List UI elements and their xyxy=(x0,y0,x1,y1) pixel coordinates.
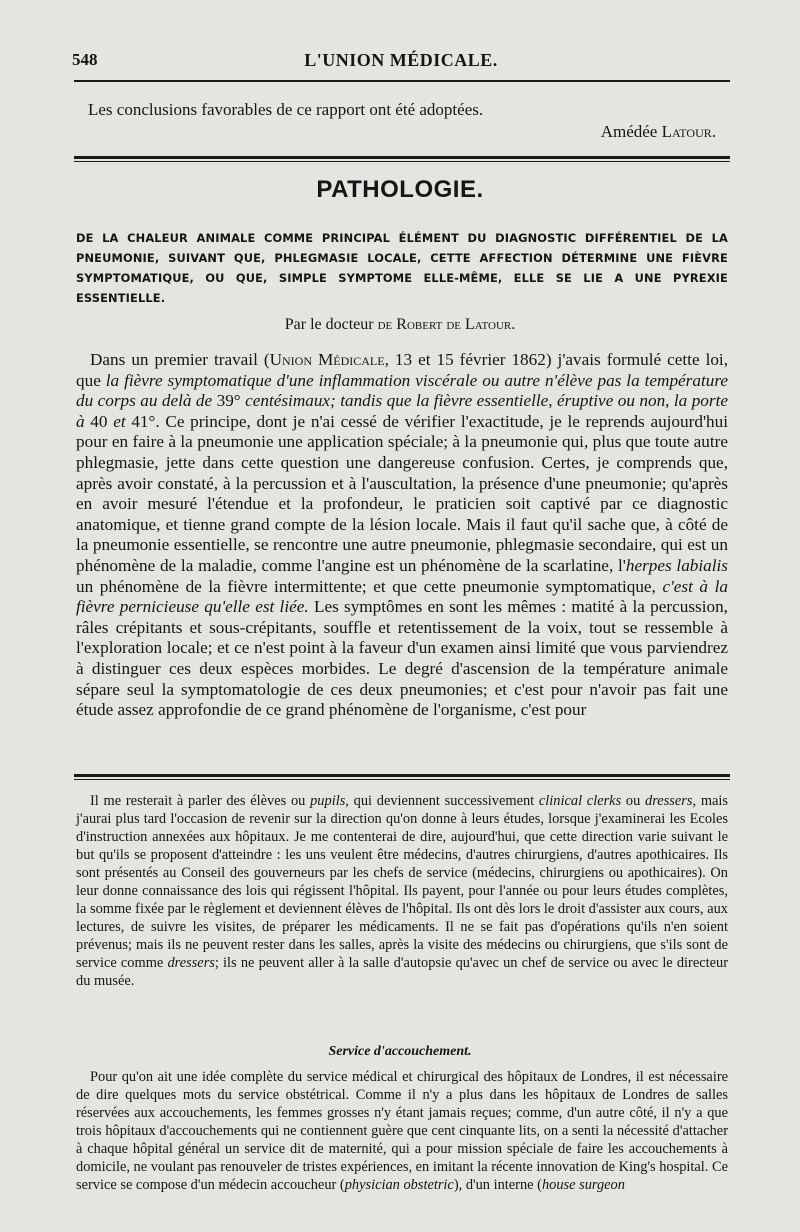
feuilleton-paragraph-2 xyxy=(76,1068,728,1194)
feuilleton-rule-thin xyxy=(74,779,730,780)
body-text: 41°. Ce principe, dont je n'ai cessé de vérifier l'exactitude, je le reprends aujourd'hui pour en faire à la pneumonie une application spéciale; à la pneumonie qui, plus que toute autre phlegmasie, jette dans cette question une dangereuse confusion. Certes, je comprends que, après avoir constaté, à la percussion et à l'auscultation, la présence d'une pneumonie; qu'après en avoir mesuré l'étendue et la profondeur, le praticien soit captivé par ce diagnostic anatomique, et tienne grand compte de la lésion locale. Mais il faut qu'il sache que, à côté de la pneumonie essentielle, se rencontre une autre pneumonie, phlegmasie secondaire, qui est un phénomène de la maladie, comme l'angine est un phénomène de la scarlatine, l' xyxy=(76,411,729,575)
feuilleton-text: , mais j'aurai plus tard l'occasion de revenir sur la direction qu'on donne à leurs études, lorsque j'examinerai les Ecoles d'instruction annexées aux hôpitaux. Je me contenterai de dire, aujourd'hui, que cette direction varie suivant le but qu'ils se proposent d'atteindre : les uns veulent être médecins, d'autres chirurgiens, d'autres apothicaires. Ils sont présentés au Conseil des gouverneurs par les chefs de service (médecins, chirurgiens ou apothicaires). On leur donne connaissance des lois qui régissent l'hôpital. Ils payent, pour l'année ou pour leurs études complètes, la somme fixée par le règlement et deviennent élèves de l'hôpital. Ils ont dès lors le droit d'assister aux cours, aux lectures, de suivre les visites, de préparer les médicaments. Il ne se fait pas d'opérations qu'ils n'en soient prévenus; mais ils ne peuvent rester dans les salles, après la visite des médecins ou chirurgiens, que s'ils sont de service comme xyxy=(76,793,729,971)
article-body xyxy=(76,350,728,721)
body-italic: la fièvre symptomatique d'une inflammation viscérale ou autre n'élève pas la température du corps au delà de xyxy=(76,370,728,411)
body-text: Les symptômes en sont les mêmes : matité à la percussion, râles crépitants et sous-crépitants, souffle et retentissement de la voix, tout se ressemble à l'exploration locale; et ce n'est point à la faveur d'un examen ainsi limité que vous parviendrez à distinguer ces deux espèces morbides. Le degré d'ascension de la température animale sépare seul la symptomatologie de ces deux pneumonies; et c'est pour n'avoir pas fait une étude assez approfondie de ce grand phénomène de l'organisme, c'est pour xyxy=(76,597,728,720)
section-title: PATHOLOGIE. xyxy=(316,176,484,203)
feuilleton-text: ), d'un interne ( xyxy=(453,1177,542,1193)
author-line xyxy=(0,316,800,334)
body-text: , 13 et 15 février 1862) j'avais formulé cette loi, que xyxy=(76,350,729,390)
author-name: de Robert de Latour. xyxy=(377,316,516,333)
signature xyxy=(601,122,716,142)
body-text: 39° xyxy=(212,391,246,411)
body-italic: c'est à la fièvre pernicieuse qu'elle est liée. xyxy=(76,576,728,617)
feuilleton-italic: house surgeon xyxy=(541,1177,625,1193)
feuilleton-italic: pupils xyxy=(310,793,346,809)
feuilleton-rule-thick xyxy=(74,774,730,777)
body-italic: centésimaux; tandis que la fièvre essentielle, éruptive ou non, la porte à xyxy=(76,391,728,431)
feuilleton-paragraph-1 xyxy=(76,792,728,990)
feuilleton-text: , qui deviennent successivement xyxy=(345,793,539,809)
article-subtitle: DE LA CHALEUR ANIMALE COMME PRINCIPAL ÉLÉMENT DU DIAGNOSTIC DIFFÉRENTIEL DE LA PNEUMONIE, SUIVANT QUE, PHLEGMASIE LOCALE, CETTE AFFECTION DÉTERMINE UNE FIÈVRE SYMPTOMATIQUE, OU QUE, SIMPLE SYMPTOME ELLE-MÊME, ELLE SE LIE A UNE PYREXIE ESSENTIELLE. xyxy=(76,231,728,305)
feuilleton-italic: dressers xyxy=(167,955,215,971)
journal-reference: Union Médicale xyxy=(269,350,385,369)
feuilleton-text: ou xyxy=(621,793,646,809)
body-text: 40 xyxy=(84,411,114,431)
body-text: Dans un premier travail ( xyxy=(90,350,270,369)
conclusion-line: Les conclusions favorables de ce rapport ont été adoptées. xyxy=(88,100,484,119)
feuilleton-text: Pour qu'on ait une idée complète du service médical et chirurgical des hôpitaux de Londres, il est nécessaire de dire quelques mots du service obstétrical. Comme il n'y a plus dans les hôpitaux de Londres de salles réservées aux accouchements, les femmes grosses n'y étant jamais reçues; comme, d'un autre côté, il n'y a que trois hôpitaux d'accouchements qui ne contiennent guère que cent cinquante lits, on a senti la nécessité d'attacher à chaque hôpital général un service dit de maternité, qui a pour mission spéciale de faire les accouchements à domicile, ne voulant pas renouveler de tristes expériences, en imitant la récente innovation de King's hospital. Ce service se compose d'un médecin accoucheur ( xyxy=(76,1069,728,1193)
page-number: 548 xyxy=(72,50,98,69)
feuilleton-italic: dressers xyxy=(645,793,693,809)
body-italic: herpes labialis xyxy=(625,555,728,575)
section-rule-thick xyxy=(74,156,730,159)
body-italic: et xyxy=(113,411,126,431)
feuilleton-subheading: Service d'accouchement. xyxy=(328,1044,472,1059)
journal-title: L'UNION MÉDICALE. xyxy=(304,50,498,70)
feuilleton-text: ; ils ne peuvent aller à la salle d'autopsie qu'avec un chef de service ou avec le directeur du musée. xyxy=(76,955,728,989)
signature-first-name: Amédée xyxy=(600,122,658,141)
header-rule xyxy=(74,80,730,82)
body-text: un phénomène de la fièvre intermittente; et que cette pneumonie symptomatique, xyxy=(76,576,663,596)
feuilleton-italic: physician obstetric xyxy=(344,1177,454,1193)
running-header xyxy=(72,50,730,78)
feuilleton-text: Il me resterait à parler des élèves ou xyxy=(90,793,311,809)
signature-last-name: Latour. xyxy=(661,122,716,141)
feuilleton-italic: clinical clerks xyxy=(538,793,622,809)
section-rule-thin xyxy=(74,161,730,162)
author-prefix: Par le docteur xyxy=(284,316,374,333)
